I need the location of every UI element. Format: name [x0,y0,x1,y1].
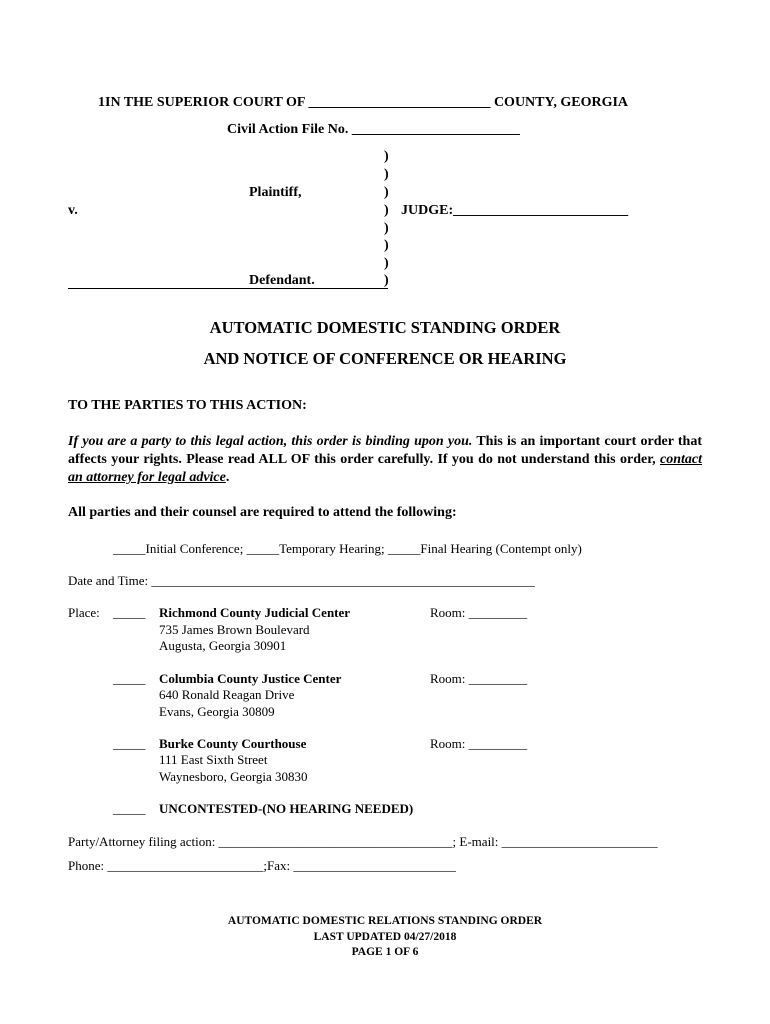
versus-label: v. [68,203,78,218]
location-checkbox-blank[interactable]: _____ [113,605,146,620]
place-label: Place: [68,605,100,620]
binding-notice-end: . [225,470,230,485]
room-field[interactable]: Room: _________ [430,671,528,686]
caption-paren: ) [384,149,389,164]
civil-action-file-no: Civil Action File No. ________________________ [227,122,520,137]
location-city: Augusta, Georgia 30901 [159,638,287,653]
judge-field: JUDGE:_________________________ [401,203,629,218]
location-checkbox-blank[interactable]: _____ [113,736,146,751]
document-title-line2: AND NOTICE OF CONFERENCE OR HEARING [203,349,567,368]
location-name: Burke County Courthouse [159,736,307,751]
caption-paren: ) [384,185,389,200]
to-parties-heading: TO THE PARTIES TO THIS ACTION: [68,398,307,413]
location-address: 640 Ronald Reagan Drive [159,687,295,702]
filing-party-field[interactable]: Party/Attorney filing action: ____________________________________; E-mail: ________________________ [68,834,658,849]
location-city: Waynesboro, Georgia 30830 [159,769,308,784]
document-title-line1: AUTOMATIC DOMESTIC STANDING ORDER [209,318,561,337]
caption-paren: ) [384,238,389,253]
location-checkbox-blank[interactable]: _____ [113,671,146,686]
attorney-advice-link[interactable]: contact an attorney for legal advice [68,452,702,485]
footer-page-number: PAGE 1 OF 6 [351,946,419,958]
room-field[interactable]: Room: _________ [430,605,528,620]
caption-paren: ) [384,273,389,288]
date-time-field[interactable]: Date and Time: ___________________________________________________________ [68,573,535,588]
binding-notice-text: This is an important court order that affects your rights. Please read ALL OF this order carefully. If you do not understand this order, [68,434,703,467]
location-name: Richmond County Judicial Center [159,605,351,620]
location-name: Columbia County Justice Center [159,671,342,686]
defendant-label: Defendant. [249,273,315,288]
room-field[interactable]: Room: _________ [430,736,528,751]
footer-updated: LAST UPDATED 04/27/2018 [313,931,457,943]
hearing-type-options[interactable]: _____Initial Conference; _____Temporary Hearing; _____Final Hearing (Contempt only) [113,541,582,556]
plaintiff-label: Plaintiff, [249,185,302,200]
binding-notice-paragraph [68,433,702,487]
caption-paren: ) [384,167,389,182]
caption-paren: ) [384,256,389,271]
uncontested-option: UNCONTESTED-(NO HEARING NEEDED) [159,801,414,816]
binding-notice-italic: If you are a party to this legal action, this order is binding upon you. [68,434,473,449]
location-address: 735 James Brown Boulevard [159,622,310,637]
phone-fax-field[interactable]: Phone: ________________________;Fax: _________________________ [68,858,456,873]
attendance-requirement: All parties and their counsel are required to attend the following: [68,505,457,520]
defendant-signature-line [68,288,388,289]
court-heading: 1IN THE SUPERIOR COURT OF __________________________ COUNTY, GEORGIA [98,95,629,110]
caption-paren: ) [384,221,389,236]
location-city: Evans, Georgia 30809 [159,704,275,719]
uncontested-checkbox-blank[interactable]: _____ [113,801,146,816]
location-address: 111 East Sixth Street [159,752,268,767]
caption-paren: ) [384,203,389,218]
footer-title: AUTOMATIC DOMESTIC RELATIONS STANDING ORDER [227,915,543,927]
